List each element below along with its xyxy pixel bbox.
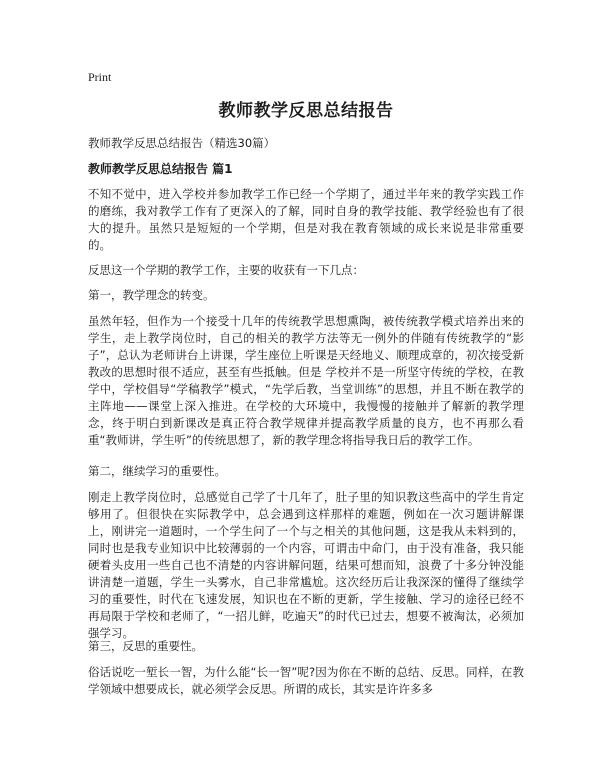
document-subtitle: 教师教学反思总结报告（精选30篇）	[88, 136, 276, 150]
paragraph-point-2-body: 刚走上教学岗位时，总感觉自己学了十几年了，肚子里的知识教这些高中的学生肯定够用了。但很快在实际教学中，总会遇到这样那样的难题，例如在一次习题讲解课上，刚讲完一道题时，一个学生问了一个与之相关的其他问题，这是我从未料到的，同时也是我专业知识中比较薄弱的一个内容，可谓击中命门，由于没有准备，我只能硬着头皮用一些自己也不清楚的内容讲解问题，结果可想而知，浪费了十多分钟没能讲清楚一道题，学生一头雾水，自己非常尴尬。这次经历后让我深深的懂得了继续学习的重要性，时代在飞速发展，知识也在不断的更新，学生接触、学习的途径已经不再局限于学校和老师了，“一招儿鲜，吃遍天”的时代已过去，想要不被淘汰，必须加强学习。	[88, 490, 524, 640]
section-heading: 教师教学反思总结报告 篇1	[88, 162, 233, 176]
page-title: 教师教学反思总结报告	[218, 101, 394, 121]
paragraph-point-1-body: 虽然年轻，但作为一个接受十几年的传统教学思想熏陶，被传统教学模式培养出来的学生，走上教学岗位时，自己的相关的教学方法等无一例外的伴随有传统教学的“影子”，总认为老师讲台上讲课，学生座位上听课是天经地义、顺理成章的，初次接受新教改的思想时很不适应，甚至有些抵触。但是 学校并不是一所坚守传统的学校，在教学中，学校倡导“学稿教学”模式，“先学后教，当堂训练”的思想，并且不断在教学的主阵地——课堂上深入推进。在学校的大环境中，我慢慢的接触并了解新的教学理念，终于明白到新课改是真正符合教学规律并提高教学质量的良方，也不再那么看重“教师讲，学生听”的传统思想了，新的教学理念将指导我日后的教学工作。	[88, 314, 524, 447]
paragraph-point-2-heading: 第二，继续学习的重要性。	[88, 464, 226, 478]
paragraph-intro: 不知不觉中，进入学校并参加教学工作已经一个学期了，通过半年来的教学实践工作的磨练，我对教学工作有了更深入的了解，同时自身的教学技能、教学经验也有了很大的提升。虽然只是短短的一个学期，但是对我在教育领域的成长来说是非常重要的。	[88, 187, 524, 252]
print-link[interactable]: Print	[88, 70, 112, 84]
paragraph-summary: 反思这一个学期的教学工作，主要的收获有一下几点：	[88, 263, 364, 277]
paragraph-point-1-heading: 第一，教学理念的转变。	[88, 288, 215, 302]
paragraph-point-3-heading: 第三，反思的重要性。	[88, 639, 203, 653]
paragraph-point-3-body: 俗话说吃一堑长一智，为什么能“长一智”呢?因为你在不断的总结、反思。同样，在教学领域中想要成长，就必须学会反思。所谓的成长，其实是许许多多	[88, 665, 524, 696]
